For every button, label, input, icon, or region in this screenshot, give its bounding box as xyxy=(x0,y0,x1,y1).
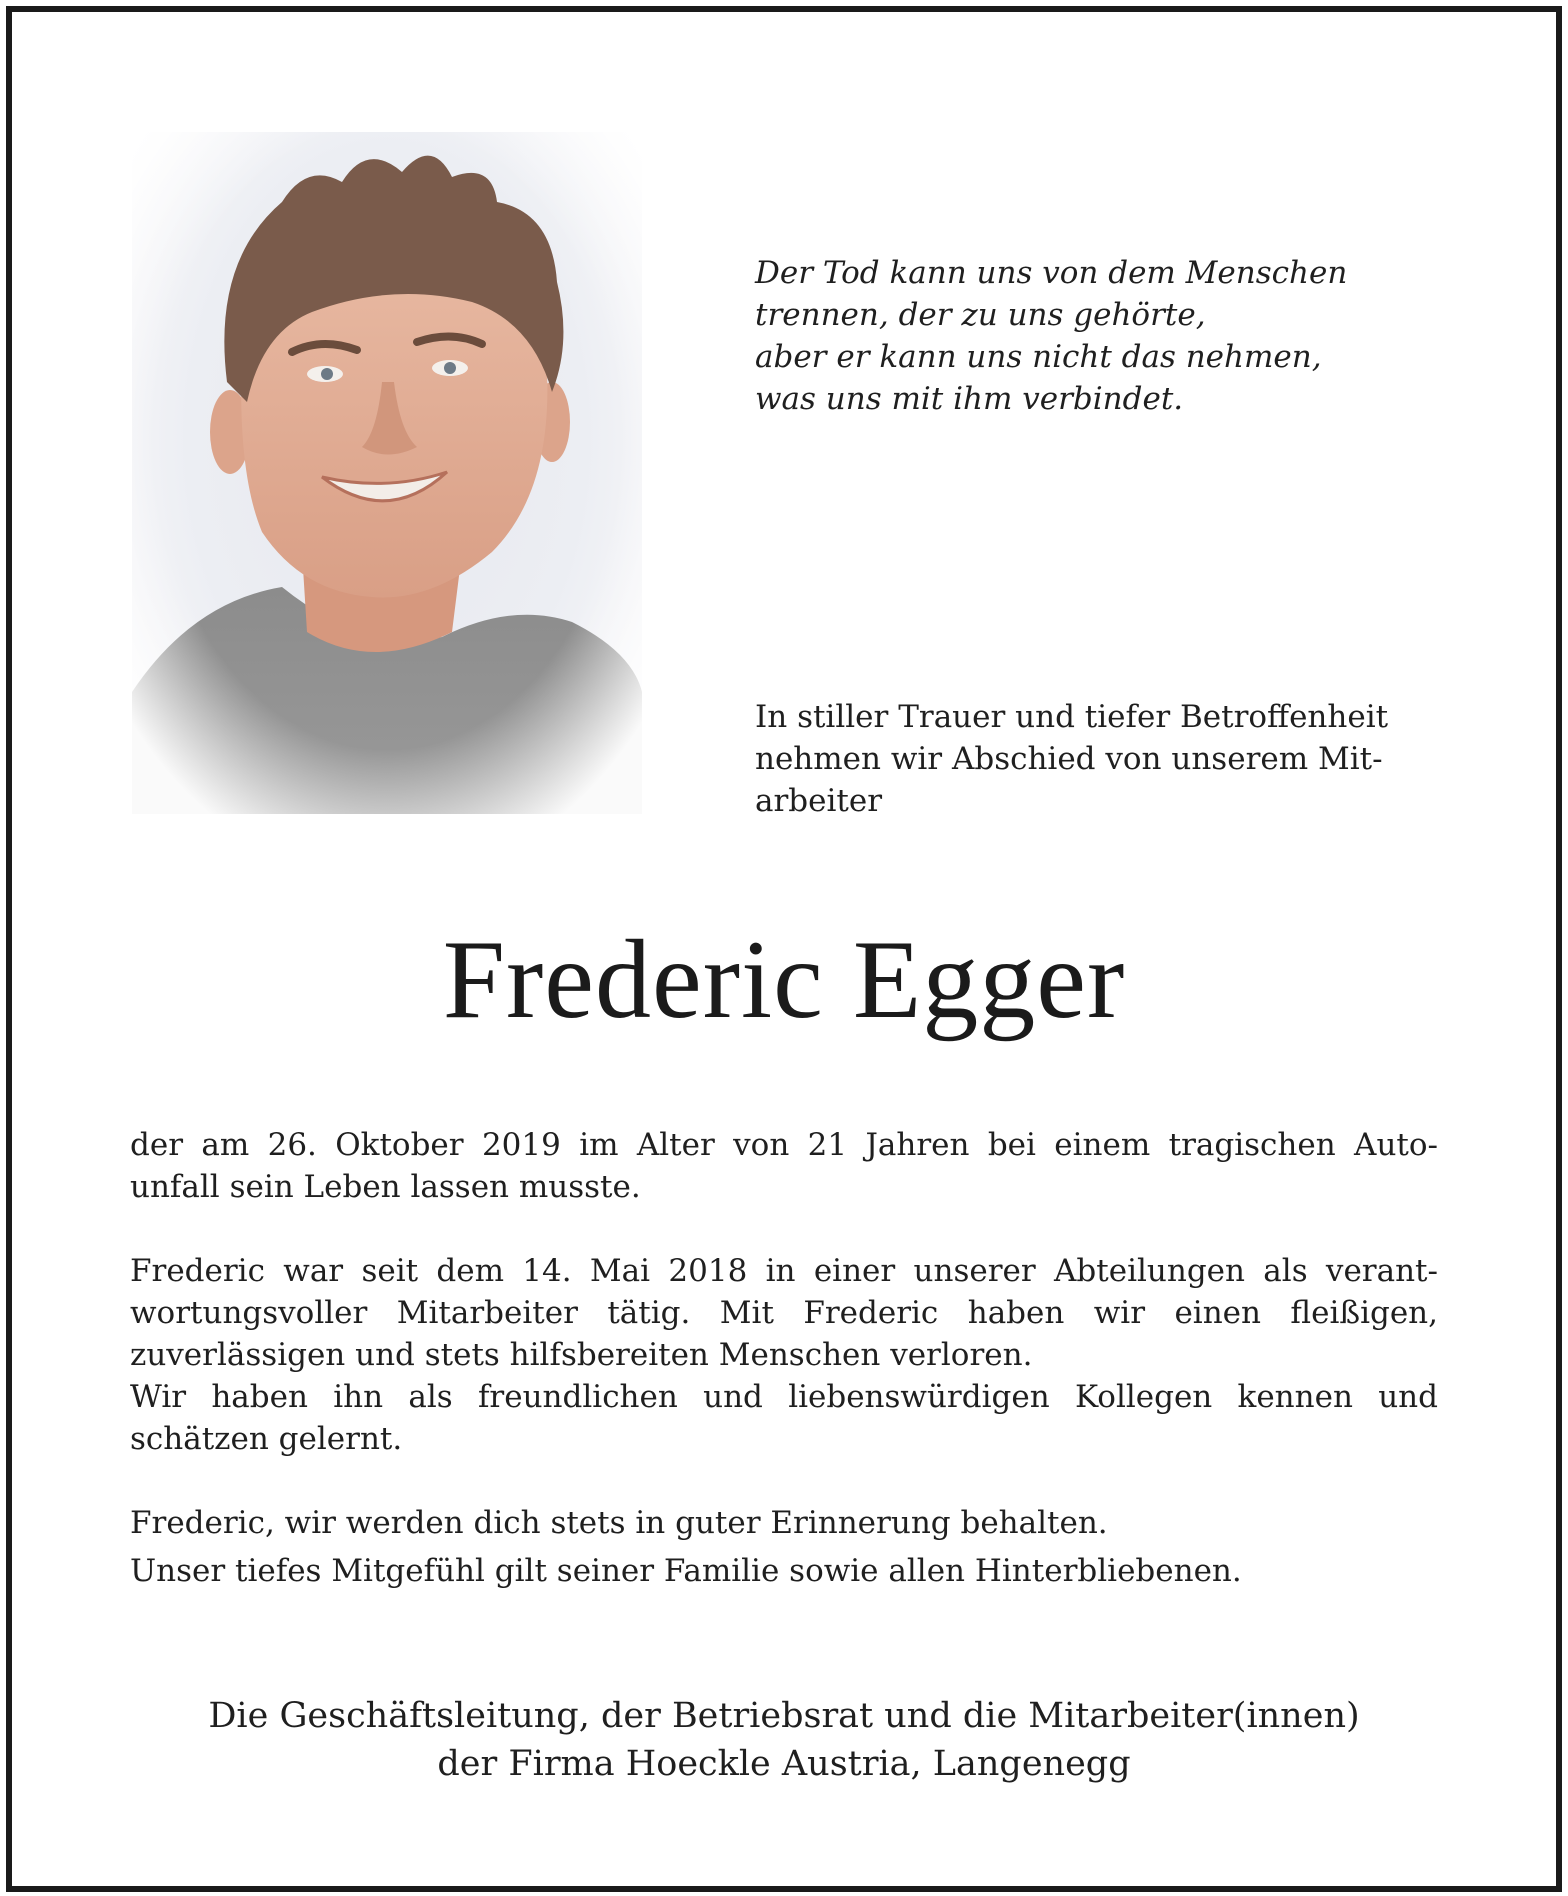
text-line: unfall sein Leben lassen musste. xyxy=(130,1169,641,1205)
quote-line: aber er kann uns nicht das nehmen, xyxy=(755,339,1322,375)
text-line: Frederic war seit dem 14. Mai 2018 in einer unserer Abteilungen als verant- xyxy=(130,1253,1438,1289)
portrait-photo xyxy=(132,132,642,814)
text-line: Wir haben ihn als freundlichen und liebenswürdigen Kollegen kennen und xyxy=(130,1379,1438,1415)
intro-line: arbeiter xyxy=(755,783,883,819)
intro-line: nehmen wir Abschied von unserem Mit- xyxy=(755,741,1383,777)
memorial-quote xyxy=(755,252,1475,420)
quote-line: was uns mit ihm verbindet. xyxy=(755,381,1184,417)
paragraph-death-notice xyxy=(130,1124,1438,1208)
text-line: Unser tiefes Mitgefühl gilt seiner Familie sowie allen Hinterbliebenen. xyxy=(130,1553,1242,1589)
intro-line: In stiller Trauer und tiefer Betroffenheit xyxy=(755,699,1389,735)
text-line: schätzen gelernt. xyxy=(130,1421,403,1457)
text-line: der am 26. Oktober 2019 im Alter von 21 Jahren bei einem tragischen Auto- xyxy=(130,1127,1438,1163)
paragraph-remembrance xyxy=(130,1502,1438,1544)
signature-line: der Firma Hoeckle Austria, Langenegg xyxy=(437,1744,1131,1784)
signature-block xyxy=(0,1692,1568,1788)
quote-line: trennen, der zu uns gehörte, xyxy=(755,297,1206,333)
paragraph-condolence xyxy=(130,1550,1438,1592)
deceased-name: Frederic Egger xyxy=(442,918,1126,1042)
text-line: Frederic, wir werden dich stets in guter Erinnerung behalten. xyxy=(130,1505,1108,1541)
quote-line: Der Tod kann uns von dem Menschen xyxy=(755,255,1348,291)
paragraph-employment xyxy=(130,1250,1438,1460)
text-line: wortungsvoller Mitarbeiter tätig. Mit Frederic haben wir einen fleißigen, xyxy=(130,1295,1438,1331)
intro-text xyxy=(755,696,1455,822)
text-line: zuverlässigen und stets hilfsbereiten Menschen verloren. xyxy=(130,1337,1033,1373)
signature-line: Die Geschäftsleitung, der Betriebsrat und die Mitarbeiter(innen) xyxy=(208,1696,1360,1736)
